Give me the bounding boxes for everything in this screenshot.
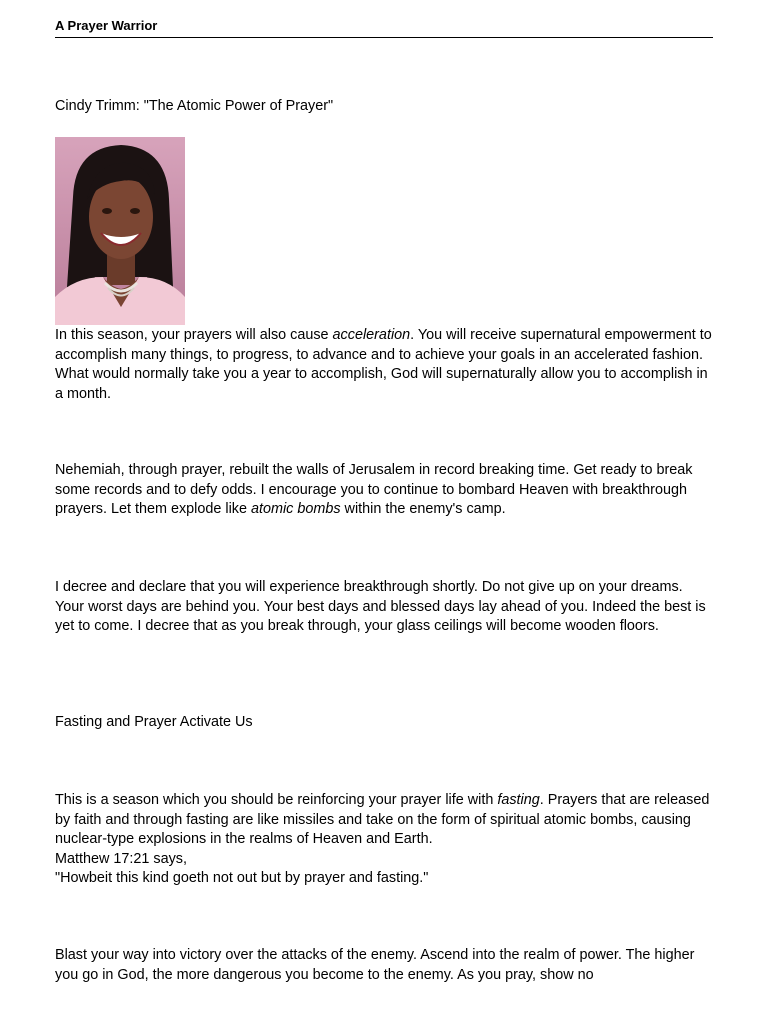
article-heading: Cindy Trimm: "The Atomic Power of Prayer"	[55, 98, 334, 114]
emphasis-acceleration: acceleration	[332, 327, 411, 343]
emphasis-atomic-bombs: atomic bombs	[250, 501, 341, 517]
paragraph-blast: Blast your way into victory over the attacks of the enemy. Ascend into the realm of power. The higher you go in God, the more dangerous you become to the enemy. As you pray, show no	[55, 947, 695, 983]
emphasis-fasting: fasting	[497, 792, 540, 808]
scripture-reference: Matthew 17:21 says,	[55, 850, 187, 867]
portrait-illustration	[55, 137, 185, 325]
paragraph-nehemiah: Nehemiah, through prayer, rebuilt the walls of Jerusalem in record breaking time. Get ready to break some records and to defy odds. I encourage you to continue to bombard Heaven with breakthrough prayers. Let them explode like atomic bombs within the enemy's camp.	[55, 462, 693, 517]
page-header	[55, 17, 713, 38]
section-subheading: Fasting and Prayer Activate Us	[55, 714, 253, 730]
paragraph-acceleration: In this season, your prayers will also cause acceleration. You will receive supernatural empowerment to accomplish many things, to progress, to advance and to achieve your goals in an accelerated fashion. What would normally take you a year to accomplish, God will supernaturally allow you to accomplish in a month.	[55, 327, 712, 402]
header-title: A Prayer Warrior	[55, 18, 158, 33]
author-photo	[55, 137, 185, 325]
paragraph-fasting: This is a season which you should be reinforcing your prayer life with fasting. Prayers that are released by faith and through fasting are like missiles and take on the form of spiritual atomic bombs, causing nuclear-type explosions in the realms of Heaven and Earth. Matthew 17:21 says, "Howbeit this kind goeth not out but by prayer and fasting."	[55, 792, 710, 886]
scripture-quote: "Howbeit this kind goeth not out but by prayer and fasting."	[55, 870, 429, 886]
paragraph-decree: I decree and declare that you will experience breakthrough shortly. Do not give up on your dreams. Your worst days are behind you. Your best days and blessed days lay ahead of you. Indeed the best is yet to come. I decree that as you break through, your glass ceilings will become wooden floors.	[55, 579, 706, 634]
